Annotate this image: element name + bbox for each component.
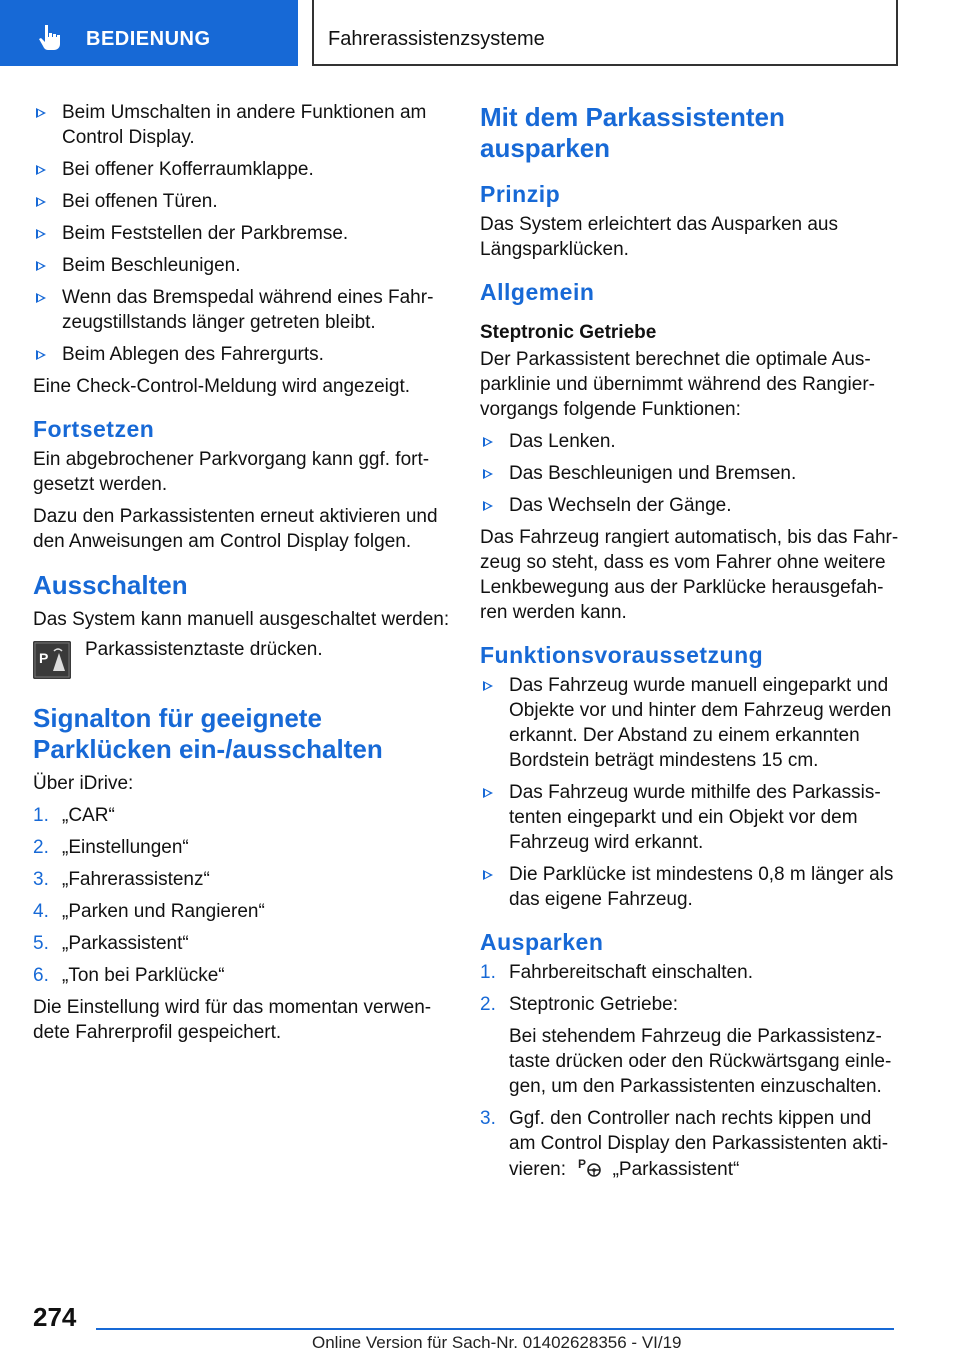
bullet-triangle-icon — [36, 197, 46, 207]
menu-item-text: „Parkassistent“ — [612, 1159, 740, 1180]
heading-prinzip: Prinzip — [480, 181, 561, 207]
paragraph: Die Einstellung wird für das momentan verwen-dete Fahrerprofil gespeichert. — [33, 997, 432, 1043]
footer-divider — [96, 1328, 894, 1330]
subheading-steptronic: Steptronic Getriebe — [480, 322, 657, 343]
bullet-triangle-icon — [36, 165, 46, 175]
step-item: 2. Steptronic Getriebe: Bei stehendem Fahrzeug die Parkassistenz-taste drücken oder den Rückwärtsgang einle-gen, um den Parkassistenten einzuschalten. — [480, 992, 900, 1099]
bullet-triangle-icon — [36, 293, 46, 303]
heading-funktionsvoraussetzung: Funktionsvoraussetzung — [480, 642, 764, 668]
bullet-triangle-icon — [36, 261, 46, 271]
list-item: Bei offener Kofferraumklappe. — [33, 157, 451, 182]
bullet-triangle-icon — [483, 437, 493, 447]
step-item: 6. „Ton bei Parklücke“ — [33, 965, 225, 986]
heading-allgemein: Allgemein — [480, 279, 595, 305]
step-item: 2. „Einstellungen“ — [33, 837, 189, 858]
bullet-triangle-icon — [483, 469, 493, 479]
step-item: 3. Ggf. den Controller nach rechts kippen und am Control Display den Parkassistenten akti-vieren: P „Parkassistent“ — [480, 1108, 889, 1180]
left-column — [33, 100, 451, 1052]
step-item: 3. „Fahrerassistenz“ — [33, 869, 210, 890]
paragraph: Das System kann manuell ausgeschaltet werden: — [33, 609, 450, 630]
bullet-triangle-icon — [483, 788, 493, 798]
list-item: Das Fahrzeug wurde manuell eingeparkt und Objekte vor und hinter dem Fahrzeug werden erkannt. Der Abstand zu einem erkannten Bordstein beträgt mindestens 15 cm. — [480, 673, 900, 773]
heading-ausparken: Ausparken — [480, 929, 604, 955]
heading-fortsetzen: Fortsetzen — [33, 416, 155, 442]
chapter-title: Fahrerassistenzsysteme — [328, 28, 545, 50]
paragraph: Der Parkassistent berechnet die optimale Aus-parklinie und übernimmt während des Rangier-vorgangs folgende Funktionen: — [480, 349, 875, 420]
list-item: Das Wechseln der Gänge. — [480, 493, 900, 518]
list-item: Das Beschleunigen und Bremsen. — [480, 461, 900, 486]
step-item: 5. „Parkassistent“ — [33, 933, 189, 954]
heading-ausschalten: Ausschalten — [33, 570, 188, 600]
svg-text:P: P — [39, 650, 49, 666]
page-number: 274 — [33, 1302, 77, 1332]
chapter-header — [312, 0, 898, 66]
list-item: Beim Ablegen des Fahrergurts. — [33, 342, 451, 367]
step-item: 1. „CAR“ — [33, 805, 115, 826]
list-item: Beim Umschalten in andere Funktionen am Control Display. — [33, 100, 451, 150]
list-item: Das Fahrzeug wurde mithilfe des Parkassis-tenten eingeparkt und ein Objekt vor dem Fahrzeug wird erkannt. — [480, 780, 900, 855]
list-item: Beim Beschleunigen. — [33, 253, 451, 278]
bullet-triangle-icon — [483, 501, 493, 511]
svg-text:P: P — [578, 1157, 587, 1171]
bullet-triangle-icon — [483, 681, 493, 691]
heading-ausparken-title: Mit dem Parkassistenten ausparken — [480, 102, 785, 163]
footer-text: Online Version für Sach-Nr. 01402628356 - VI/19 — [312, 1333, 682, 1352]
paragraph: Dazu den Parkassistenten erneut aktivieren und den Anweisungen am Control Display folgen. — [33, 506, 438, 552]
section-label: BEDIENUNG — [86, 28, 211, 50]
step-detail: Bei stehendem Fahrzeug die Parkassistenz-taste drücken oder den Rückwärtsgang einle-gen, um den Parkassistenten einzuschalten. — [509, 1026, 892, 1097]
paragraph: Das System erleichtert das Ausparken aus Längsparklücken. — [480, 214, 839, 260]
list-item: Die Parklücke ist mindestens 0,8 m länger als das eigene Fahrzeug. — [480, 862, 900, 912]
list-item: Beim Feststellen der Parkbremse. — [33, 221, 451, 246]
section-tab — [0, 0, 298, 66]
bullet-triangle-icon — [36, 229, 46, 239]
list-item: Bei offenen Türen. — [33, 189, 451, 214]
step-item: 1. Fahrbereitschaft einschalten. — [480, 962, 753, 983]
button-instruction — [33, 639, 451, 687]
bullet-triangle-icon — [36, 350, 46, 360]
park-assist-button-icon — [33, 641, 71, 679]
bullet-triangle-icon — [483, 870, 493, 880]
paragraph: Ein abgebrochener Parkvorgang kann ggf. fort-gesetzt werden. — [33, 449, 430, 495]
heading-signalton: Signalton für geeignete Parklücken ein-/ausschalten — [33, 703, 383, 764]
list-item: Wenn das Bremspedal während eines Fahr-zeugstillstands länger getreten bleibt. — [33, 285, 451, 335]
park-assist-menu-icon — [577, 1156, 603, 1178]
bullet-triangle-icon — [36, 108, 46, 118]
list-item: Das Lenken. — [480, 429, 900, 454]
paragraph: Das Fahrzeug rangiert automatisch, bis das Fahr-zeug so steht, dass es vom Fahrer ohne weitere Lenkbewegung aus der Parklücke herausgefah-ren werden kann. — [480, 527, 899, 623]
right-column — [480, 100, 900, 1189]
button-instruction-text: Parkassistenztaste drücken. — [85, 639, 323, 660]
hand-pointer-icon — [36, 22, 66, 52]
check-control-text: Eine Check-Control-Meldung wird angezeigt. — [33, 376, 411, 397]
paragraph: Über iDrive: — [33, 773, 134, 794]
step-item: 4. „Parken und Rangieren“ — [33, 901, 265, 922]
